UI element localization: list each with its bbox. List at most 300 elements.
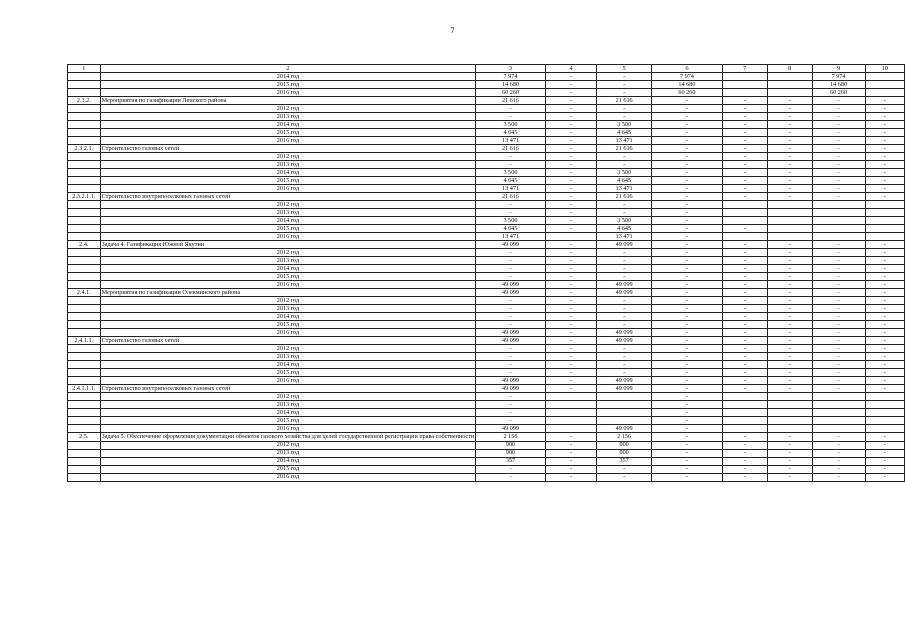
value-cell: - — [476, 105, 545, 113]
value-cell: - — [812, 105, 865, 113]
row-code — [68, 73, 101, 81]
row-name: 2013 год — [100, 449, 476, 457]
table-row-item — [68, 337, 905, 345]
row-code — [68, 449, 101, 457]
row-name: 2015 год — [100, 417, 476, 425]
value-cell: 7 974 — [476, 73, 545, 81]
value-cell: - — [812, 361, 865, 369]
table-row-item — [68, 241, 905, 249]
row-name: 2015 год — [100, 129, 476, 137]
value-cell: - — [597, 201, 652, 209]
value-cell: - — [597, 249, 652, 257]
row-name: 2015 год — [100, 177, 476, 185]
value-cell: - — [597, 369, 652, 377]
value-cell: - — [722, 137, 767, 145]
value-cell — [865, 417, 904, 425]
value-cell: 49 099 — [476, 281, 545, 289]
value-cell: - — [545, 361, 597, 369]
value-cell: - — [652, 337, 723, 345]
value-cell: 49 099 — [476, 329, 545, 337]
value-cell: 900 — [597, 441, 652, 449]
value-cell: 49 099 — [597, 377, 652, 385]
value-cell: - — [812, 257, 865, 265]
value-cell: - — [767, 257, 812, 265]
row-code — [68, 217, 101, 225]
value-cell: - — [476, 201, 545, 209]
value-cell: - — [652, 265, 723, 273]
value-cell: - — [545, 129, 597, 137]
table-row-year — [68, 73, 905, 81]
value-cell: - — [652, 329, 723, 337]
value-cell: - — [767, 329, 812, 337]
value-cell: - — [652, 361, 723, 369]
value-cell: - — [545, 353, 597, 361]
row-code — [68, 273, 101, 281]
value-cell — [812, 417, 865, 425]
value-cell: - — [865, 137, 904, 145]
value-cell: - — [767, 129, 812, 137]
value-cell: - — [722, 433, 767, 442]
value-cell: - — [476, 249, 545, 257]
value-cell — [767, 409, 812, 417]
table-row-item — [68, 145, 905, 153]
table-row-year — [68, 425, 905, 433]
value-cell — [865, 209, 904, 217]
value-cell: - — [652, 185, 723, 193]
value-cell — [812, 233, 865, 241]
value-cell: 49 099 — [476, 425, 545, 433]
table-row-year — [68, 81, 905, 89]
value-cell: - — [812, 305, 865, 313]
value-cell: - — [812, 161, 865, 169]
value-cell: - — [652, 321, 723, 329]
value-cell: 900 — [476, 449, 545, 457]
value-cell: - — [722, 385, 767, 393]
value-cell: - — [597, 353, 652, 361]
value-cell: - — [722, 369, 767, 377]
value-cell: 49 099 — [597, 425, 652, 433]
value-cell: - — [767, 433, 812, 442]
row-code — [68, 457, 101, 465]
table-row-year — [68, 201, 905, 209]
value-cell: - — [865, 353, 904, 361]
value-cell: 49 099 — [476, 377, 545, 385]
row-name: 2014 год — [100, 313, 476, 321]
row-code — [68, 233, 101, 241]
value-cell: - — [767, 113, 812, 121]
value-cell: - — [767, 441, 812, 449]
row-name: 2013 год — [100, 113, 476, 121]
value-cell: 357 — [597, 457, 652, 465]
value-cell: - — [812, 385, 865, 393]
value-cell: - — [865, 465, 904, 473]
value-cell: - — [722, 377, 767, 385]
value-cell: - — [812, 153, 865, 161]
value-cell: - — [545, 473, 597, 481]
value-cell: - — [545, 81, 597, 89]
value-cell: - — [865, 457, 904, 465]
value-cell: 13 471 — [476, 233, 545, 241]
table-row-year — [68, 449, 905, 457]
value-cell: - — [545, 249, 597, 257]
value-cell: - — [722, 265, 767, 273]
value-cell: 21 616 — [476, 145, 545, 153]
value-cell: 7 974 — [812, 73, 865, 81]
value-cell: - — [597, 113, 652, 121]
value-cell: - — [545, 241, 597, 249]
value-cell — [812, 393, 865, 401]
value-cell: - — [476, 353, 545, 361]
value-cell: - — [476, 321, 545, 329]
table-row-year — [68, 401, 905, 409]
row-name: 2016 год — [100, 233, 476, 241]
value-cell: - — [722, 345, 767, 353]
value-cell: - — [597, 297, 652, 305]
value-cell: 49 099 — [476, 337, 545, 345]
value-cell — [597, 393, 652, 401]
value-cell: - — [597, 257, 652, 265]
value-cell: - — [652, 241, 723, 249]
value-cell: - — [545, 289, 597, 297]
value-cell: - — [865, 377, 904, 385]
value-cell: - — [652, 233, 723, 241]
value-cell: 60 260 — [812, 89, 865, 97]
value-cell: 21 616 — [476, 193, 545, 201]
value-cell: - — [767, 145, 812, 153]
row-name: 2012 год — [100, 153, 476, 161]
value-cell: - — [545, 321, 597, 329]
table-row-year — [68, 177, 905, 185]
table-row-item — [68, 97, 905, 105]
row-code — [68, 185, 101, 193]
value-cell — [722, 233, 767, 241]
value-cell: - — [767, 265, 812, 273]
value-cell: - — [767, 385, 812, 393]
row-name: 2015 год — [100, 81, 476, 89]
row-code — [68, 225, 101, 233]
value-cell: - — [812, 265, 865, 273]
value-cell: - — [865, 313, 904, 321]
value-cell: - — [545, 105, 597, 113]
value-cell: - — [476, 345, 545, 353]
value-cell: - — [722, 449, 767, 457]
value-cell: - — [767, 169, 812, 177]
value-cell: - — [722, 281, 767, 289]
row-name: 2012 год — [100, 249, 476, 257]
value-cell: 49 099 — [597, 281, 652, 289]
value-cell: - — [722, 121, 767, 129]
value-cell: - — [476, 297, 545, 305]
value-cell: - — [722, 241, 767, 249]
value-cell: - — [865, 321, 904, 329]
header-cell: 10 — [865, 65, 904, 73]
value-cell: - — [652, 169, 723, 177]
value-cell: - — [722, 297, 767, 305]
value-cell — [545, 393, 597, 401]
value-cell: - — [865, 121, 904, 129]
row-code — [68, 169, 101, 177]
row-name: Мероприятия по газификации Ленского района — [100, 97, 476, 105]
table-row-year — [68, 369, 905, 377]
table-row-year — [68, 409, 905, 417]
value-cell: - — [652, 369, 723, 377]
value-cell: - — [652, 289, 723, 297]
row-name: 2013 год — [100, 209, 476, 217]
value-cell — [767, 401, 812, 409]
row-code — [68, 473, 101, 481]
value-cell: - — [722, 225, 767, 233]
value-cell: - — [812, 145, 865, 153]
table-row-item — [68, 385, 905, 393]
value-cell: - — [597, 105, 652, 113]
value-cell — [812, 201, 865, 209]
value-cell: 21 616 — [597, 145, 652, 153]
value-cell: 49 099 — [597, 385, 652, 393]
value-cell — [545, 417, 597, 425]
value-cell: 4 645 — [597, 177, 652, 185]
header-cell: 4 — [545, 65, 597, 73]
value-cell: - — [545, 201, 597, 209]
table-row-year — [68, 129, 905, 137]
value-cell: - — [652, 137, 723, 145]
value-cell — [767, 393, 812, 401]
value-cell: - — [545, 305, 597, 313]
value-cell: - — [812, 449, 865, 457]
value-cell: - — [652, 377, 723, 385]
value-cell: - — [545, 121, 597, 129]
value-cell: - — [865, 273, 904, 281]
row-code — [68, 153, 101, 161]
header-cell: 3 — [476, 65, 545, 73]
table-body — [68, 65, 905, 482]
value-cell: - — [767, 185, 812, 193]
table-row-year — [68, 393, 905, 401]
value-cell: - — [767, 193, 812, 201]
row-name: 2014 год — [100, 73, 476, 81]
value-cell: - — [545, 449, 597, 457]
value-cell: - — [652, 113, 723, 121]
row-name: 2013 год — [100, 161, 476, 169]
value-cell: - — [652, 353, 723, 361]
table-row-year — [68, 121, 905, 129]
value-cell: - — [597, 265, 652, 273]
value-cell — [597, 409, 652, 417]
value-cell: - — [652, 97, 723, 105]
value-cell: - — [767, 273, 812, 281]
value-cell: - — [652, 153, 723, 161]
value-cell — [767, 217, 812, 225]
row-code — [68, 377, 101, 385]
row-code — [68, 297, 101, 305]
value-cell: 3 500 — [476, 169, 545, 177]
table-row-year — [68, 265, 905, 273]
value-cell: - — [722, 457, 767, 465]
row-name: 2013 год — [100, 353, 476, 361]
row-name: 2014 год — [100, 217, 476, 225]
row-code — [68, 329, 101, 337]
table-row-year — [68, 361, 905, 369]
row-code — [68, 81, 101, 89]
value-cell: - — [767, 449, 812, 457]
value-cell: - — [597, 153, 652, 161]
value-cell — [865, 73, 904, 81]
value-cell: - — [545, 337, 597, 345]
value-cell: - — [545, 193, 597, 201]
value-cell: - — [812, 273, 865, 281]
value-cell: - — [865, 441, 904, 449]
value-cell: 4 645 — [476, 225, 545, 233]
value-cell: - — [812, 249, 865, 257]
value-cell: - — [652, 401, 723, 409]
row-code — [68, 393, 101, 401]
row-name: 2014 год — [100, 409, 476, 417]
value-cell: - — [545, 297, 597, 305]
value-cell — [865, 233, 904, 241]
value-cell: - — [767, 457, 812, 465]
value-cell: 14 680 — [812, 81, 865, 89]
value-cell: - — [652, 449, 723, 457]
value-cell: - — [652, 473, 723, 481]
row-code: 2.4. — [68, 241, 101, 249]
row-name: Задача 4. Газификация Южной Якутии — [100, 241, 476, 249]
value-cell: 13 471 — [597, 233, 652, 241]
value-cell: - — [865, 289, 904, 297]
value-cell: - — [545, 177, 597, 185]
value-cell: - — [865, 281, 904, 289]
value-cell: - — [865, 241, 904, 249]
value-cell: - — [545, 385, 597, 393]
value-cell: - — [865, 473, 904, 481]
value-cell: - — [597, 313, 652, 321]
header-cell: 9 — [812, 65, 865, 73]
value-cell: - — [865, 433, 904, 442]
value-cell: - — [767, 345, 812, 353]
value-cell: - — [812, 345, 865, 353]
value-cell: - — [652, 105, 723, 113]
row-code: 2.3.2. — [68, 97, 101, 105]
value-cell: - — [545, 281, 597, 289]
row-code: 2.3.2.1. — [68, 145, 101, 153]
row-name: Строительство газовых сетей — [100, 145, 476, 153]
value-cell: 4 645 — [476, 177, 545, 185]
value-cell: - — [812, 137, 865, 145]
value-cell: - — [652, 409, 723, 417]
value-cell: - — [597, 81, 652, 89]
value-cell: - — [722, 105, 767, 113]
value-cell: - — [476, 265, 545, 273]
table-row-year — [68, 353, 905, 361]
value-cell: - — [652, 161, 723, 169]
value-cell: - — [812, 465, 865, 473]
value-cell: - — [767, 161, 812, 169]
value-cell: - — [865, 257, 904, 265]
table-row-item — [68, 289, 905, 297]
row-name: 2015 год — [100, 273, 476, 281]
table-row-year — [68, 225, 905, 233]
value-cell: - — [476, 273, 545, 281]
value-cell — [722, 425, 767, 433]
table-row-year — [68, 377, 905, 385]
value-cell: 49 099 — [597, 329, 652, 337]
value-cell: - — [812, 193, 865, 201]
value-cell: 900 — [597, 449, 652, 457]
value-cell: - — [812, 329, 865, 337]
row-name: 2012 год — [100, 345, 476, 353]
row-name: 2014 год — [100, 265, 476, 273]
value-cell: - — [476, 361, 545, 369]
value-cell: - — [545, 465, 597, 473]
row-name: 2012 год — [100, 201, 476, 209]
row-code — [68, 321, 101, 329]
value-cell: - — [652, 281, 723, 289]
table-row-year — [68, 417, 905, 425]
value-cell: - — [597, 361, 652, 369]
value-cell: 3 500 — [597, 217, 652, 225]
value-cell: - — [767, 289, 812, 297]
value-cell: 3 500 — [476, 217, 545, 225]
value-cell — [865, 425, 904, 433]
value-cell: - — [812, 129, 865, 137]
value-cell: - — [722, 337, 767, 345]
row-name: 2016 год — [100, 377, 476, 385]
value-cell — [722, 89, 767, 97]
row-code: 2.4.1. — [68, 289, 101, 297]
value-cell: 13 471 — [476, 185, 545, 193]
value-cell: - — [652, 441, 723, 449]
value-cell: - — [865, 337, 904, 345]
table-row-year — [68, 273, 905, 281]
value-cell: - — [812, 241, 865, 249]
table-row-year — [68, 105, 905, 113]
value-cell: - — [865, 169, 904, 177]
value-cell: - — [812, 185, 865, 193]
value-cell: - — [545, 137, 597, 145]
value-cell: - — [865, 369, 904, 377]
value-cell: - — [652, 393, 723, 401]
table-row-year — [68, 185, 905, 193]
value-cell: - — [767, 473, 812, 481]
value-cell: - — [722, 145, 767, 153]
value-cell: - — [865, 249, 904, 257]
value-cell: - — [722, 177, 767, 185]
value-cell: - — [476, 473, 545, 481]
value-cell: - — [652, 145, 723, 153]
value-cell: - — [722, 113, 767, 121]
value-cell: - — [545, 97, 597, 105]
value-cell: - — [597, 465, 652, 473]
header-cell: 2 — [100, 65, 476, 73]
row-code — [68, 353, 101, 361]
value-cell: 13 471 — [597, 137, 652, 145]
value-cell — [722, 401, 767, 409]
value-cell: - — [767, 241, 812, 249]
value-cell — [597, 417, 652, 425]
value-cell: - — [722, 153, 767, 161]
value-cell: - — [597, 89, 652, 97]
table-row-year — [68, 313, 905, 321]
value-cell: - — [812, 337, 865, 345]
value-cell: - — [722, 289, 767, 297]
value-cell: - — [652, 217, 723, 225]
value-cell: - — [865, 153, 904, 161]
value-cell — [722, 393, 767, 401]
value-cell — [545, 233, 597, 241]
value-cell: - — [865, 113, 904, 121]
value-cell: - — [545, 433, 597, 442]
row-name: Строительство внутрипоселковых газовых сетей — [100, 193, 476, 201]
row-name: 2016 год — [100, 473, 476, 481]
header-cell: 1 — [68, 65, 101, 73]
